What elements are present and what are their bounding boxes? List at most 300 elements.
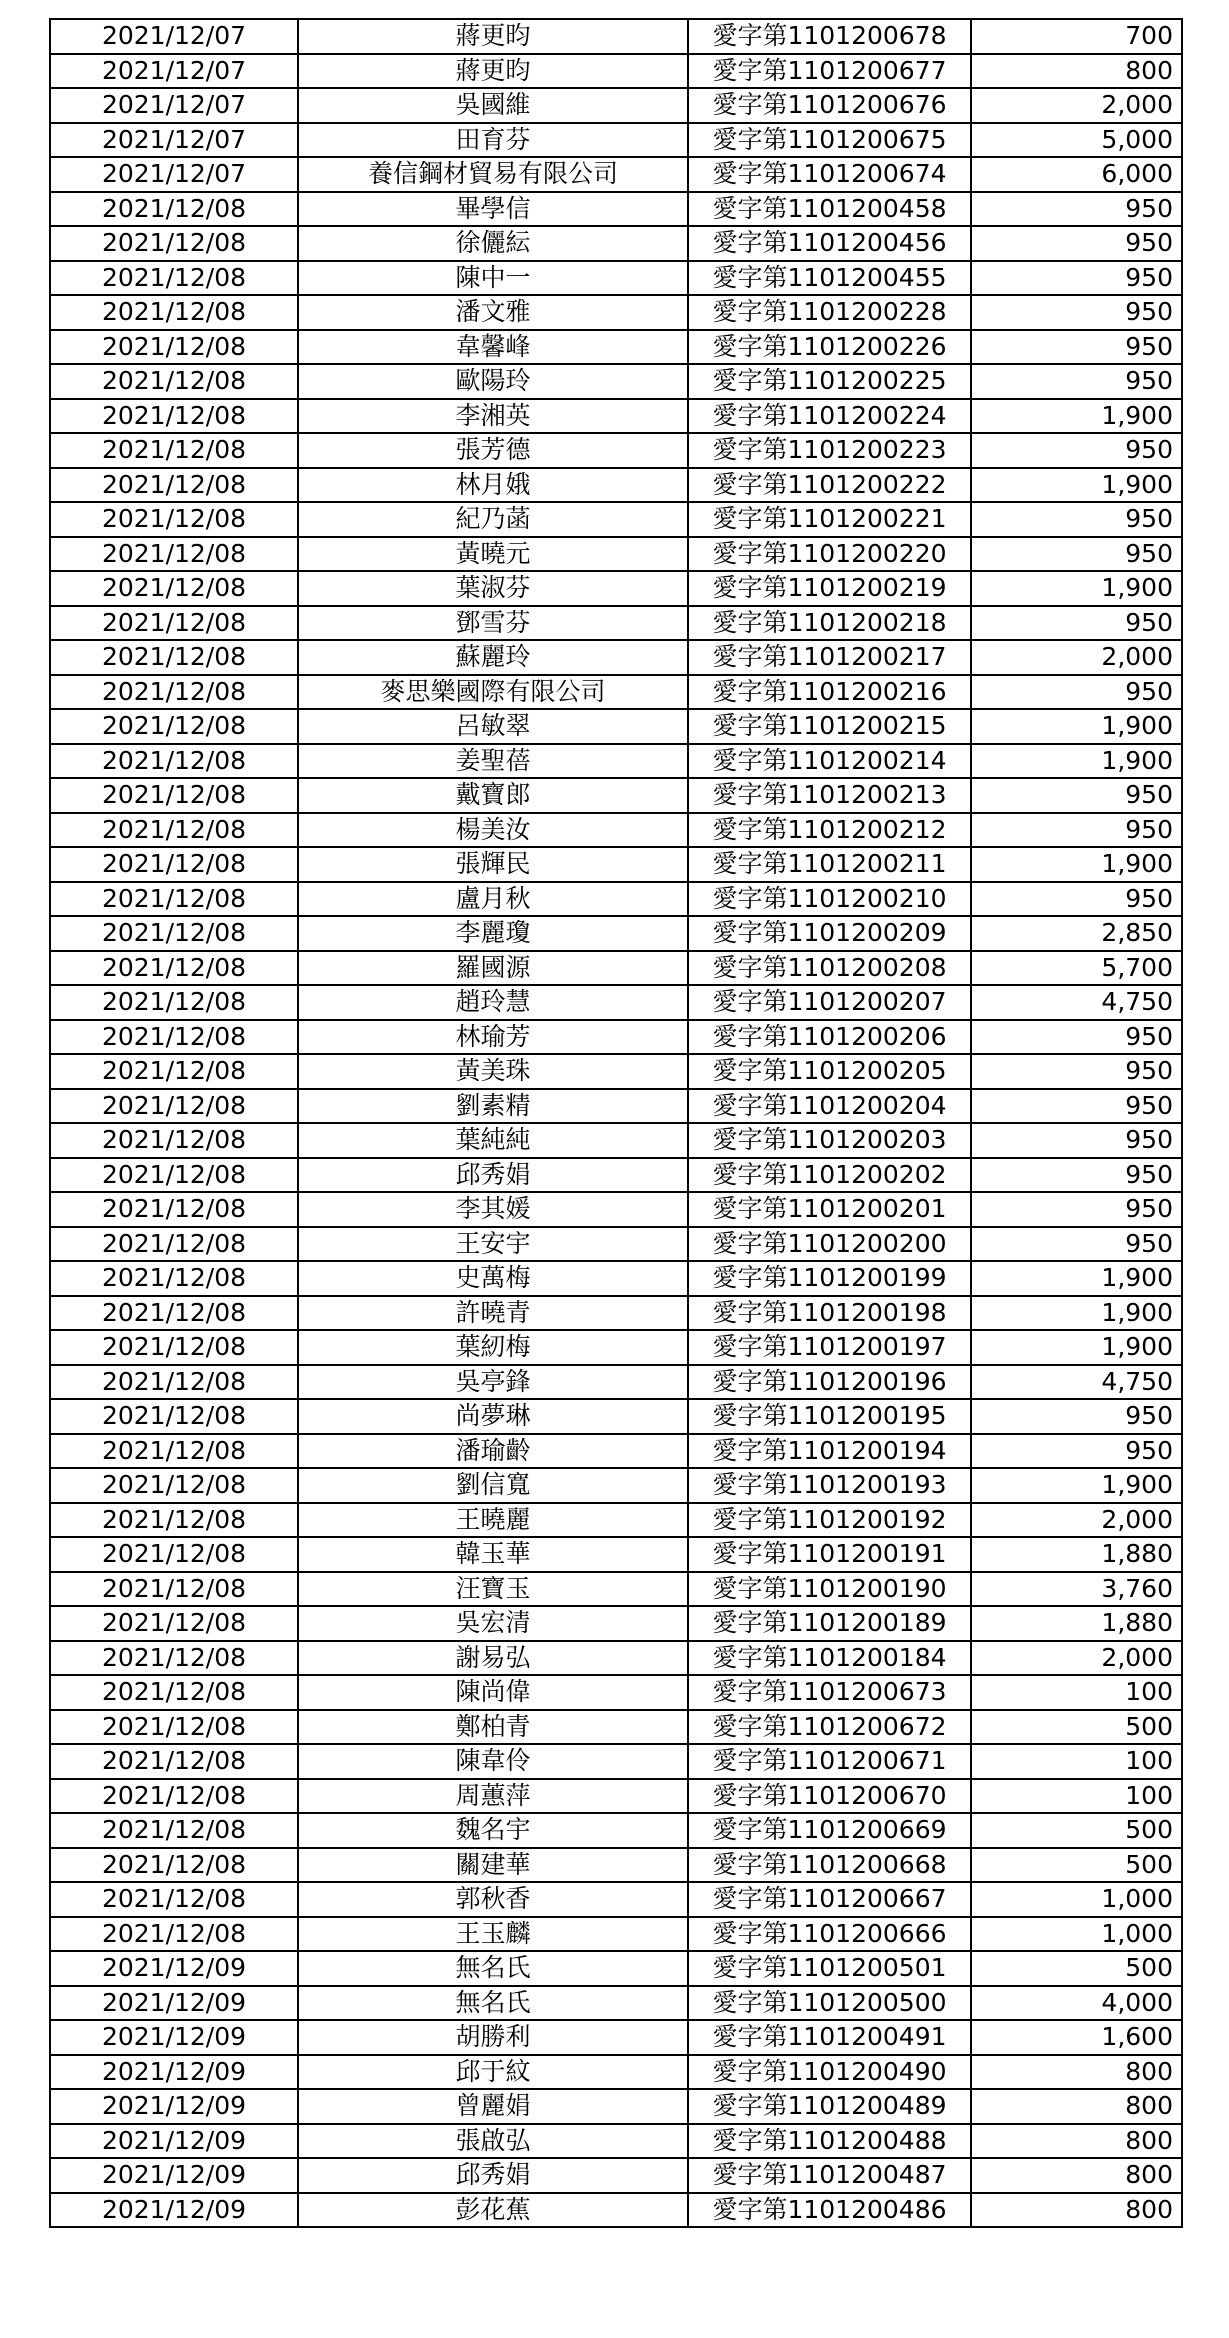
receipt-number-cell: 愛字第1101200673	[688, 1675, 971, 1710]
donor-name-cell: 趙玲慧	[298, 985, 688, 1020]
date-cell: 2021/12/08	[50, 1848, 298, 1883]
amount-cell: 1,900	[971, 1296, 1182, 1331]
table-row	[50, 54, 1182, 89]
donor-name-cell: 韋馨峰	[298, 330, 688, 365]
table-row	[50, 1468, 1182, 1503]
receipt-number-cell: 愛字第1101200226	[688, 330, 971, 365]
receipt-number-cell: 愛字第1101200222	[688, 468, 971, 503]
date-cell: 2021/12/08	[50, 640, 298, 675]
amount-cell: 1,000	[971, 1917, 1182, 1952]
amount-cell: 2,850	[971, 916, 1182, 951]
donor-name-cell: 劉信寬	[298, 1468, 688, 1503]
table-row	[50, 1572, 1182, 1607]
receipt-number-cell: 愛字第1101200218	[688, 606, 971, 641]
donor-name-cell: 關建華	[298, 1848, 688, 1883]
table-row	[50, 744, 1182, 779]
amount-cell: 950	[971, 606, 1182, 641]
donor-name-cell: 歐陽玲	[298, 364, 688, 399]
amount-cell: 950	[971, 1089, 1182, 1124]
receipt-number-cell: 愛字第1101200489	[688, 2089, 971, 2124]
amount-cell: 1,900	[971, 571, 1182, 606]
date-cell: 2021/12/08	[50, 1330, 298, 1365]
table-row	[50, 1675, 1182, 1710]
table-row	[50, 1434, 1182, 1469]
table-row	[50, 537, 1182, 572]
date-cell: 2021/12/08	[50, 916, 298, 951]
table-row	[50, 1158, 1182, 1193]
date-cell: 2021/12/08	[50, 261, 298, 296]
table-row	[50, 192, 1182, 227]
donor-name-cell: 戴寶郎	[298, 778, 688, 813]
date-cell: 2021/12/08	[50, 1606, 298, 1641]
receipt-number-cell: 愛字第1101200677	[688, 54, 971, 89]
table-row	[50, 1537, 1182, 1572]
donor-name-cell: 鄭柏青	[298, 1710, 688, 1745]
amount-cell: 2,000	[971, 1641, 1182, 1676]
receipt-number-cell: 愛字第1101200192	[688, 1503, 971, 1538]
date-cell: 2021/12/08	[50, 226, 298, 261]
table-row	[50, 1744, 1182, 1779]
receipt-number-cell: 愛字第1101200215	[688, 709, 971, 744]
amount-cell: 1,900	[971, 709, 1182, 744]
amount-cell: 1,880	[971, 1537, 1182, 1572]
table-row	[50, 1848, 1182, 1883]
table-row	[50, 295, 1182, 330]
donor-name-cell: 尚夢琳	[298, 1399, 688, 1434]
receipt-number-cell: 愛字第1101200455	[688, 261, 971, 296]
date-cell: 2021/12/08	[50, 1710, 298, 1745]
donor-name-cell: 王曉麗	[298, 1503, 688, 1538]
table-row	[50, 2193, 1182, 2228]
donor-name-cell: 紀乃菡	[298, 502, 688, 537]
amount-cell: 950	[971, 433, 1182, 468]
donor-name-cell: 黃曉元	[298, 537, 688, 572]
table-row	[50, 226, 1182, 261]
donor-name-cell: 胡勝利	[298, 2020, 688, 2055]
table-row	[50, 1296, 1182, 1331]
donor-name-cell: 邱秀娟	[298, 2158, 688, 2193]
amount-cell: 950	[971, 295, 1182, 330]
amount-cell: 1,900	[971, 1261, 1182, 1296]
date-cell: 2021/12/08	[50, 606, 298, 641]
table-row	[50, 123, 1182, 158]
date-cell: 2021/12/08	[50, 433, 298, 468]
table-row	[50, 1054, 1182, 1089]
date-cell: 2021/12/08	[50, 1744, 298, 1779]
amount-cell: 500	[971, 1710, 1182, 1745]
amount-cell: 1,900	[971, 468, 1182, 503]
receipt-number-cell: 愛字第1101200213	[688, 778, 971, 813]
receipt-number-cell: 愛字第1101200676	[688, 88, 971, 123]
date-cell: 2021/12/08	[50, 1675, 298, 1710]
table-row	[50, 2055, 1182, 2090]
table-row	[50, 2089, 1182, 2124]
receipt-number-cell: 愛字第1101200490	[688, 2055, 971, 2090]
receipt-number-cell: 愛字第1101200193	[688, 1468, 971, 1503]
table-row	[50, 916, 1182, 951]
table-row	[50, 1192, 1182, 1227]
donor-name-cell: 呂敏翠	[298, 709, 688, 744]
donor-name-cell: 潘瑜齡	[298, 1434, 688, 1469]
amount-cell: 700	[971, 19, 1182, 54]
table-row	[50, 1020, 1182, 1055]
date-cell: 2021/12/08	[50, 778, 298, 813]
amount-cell: 950	[971, 1399, 1182, 1434]
date-cell: 2021/12/08	[50, 1227, 298, 1262]
donor-name-cell: 盧月秋	[298, 882, 688, 917]
table-row	[50, 88, 1182, 123]
amount-cell: 4,750	[971, 1365, 1182, 1400]
amount-cell: 800	[971, 2055, 1182, 2090]
date-cell: 2021/12/08	[50, 399, 298, 434]
donor-name-cell: 楊美汝	[298, 813, 688, 848]
donor-name-cell: 吳國維	[298, 88, 688, 123]
date-cell: 2021/12/08	[50, 571, 298, 606]
donor-name-cell: 王玉麟	[298, 1917, 688, 1952]
date-cell: 2021/12/09	[50, 2055, 298, 2090]
date-cell: 2021/12/08	[50, 330, 298, 365]
receipt-number-cell: 愛字第1101200674	[688, 157, 971, 192]
receipt-number-cell: 愛字第1101200458	[688, 192, 971, 227]
receipt-number-cell: 愛字第1101200199	[688, 1261, 971, 1296]
amount-cell: 950	[971, 1158, 1182, 1193]
amount-cell: 500	[971, 1951, 1182, 1986]
amount-cell: 950	[971, 261, 1182, 296]
receipt-number-cell: 愛字第1101200500	[688, 1986, 971, 2021]
amount-cell: 950	[971, 813, 1182, 848]
table-row	[50, 1399, 1182, 1434]
date-cell: 2021/12/08	[50, 1434, 298, 1469]
receipt-number-cell: 愛字第1101200220	[688, 537, 971, 572]
donor-name-cell: 鄧雪芬	[298, 606, 688, 641]
table-row	[50, 433, 1182, 468]
date-cell: 2021/12/08	[50, 1089, 298, 1124]
donor-name-cell: 蘇麗玲	[298, 640, 688, 675]
amount-cell: 950	[971, 675, 1182, 710]
date-cell: 2021/12/08	[50, 1468, 298, 1503]
receipt-number-cell: 愛字第1101200212	[688, 813, 971, 848]
date-cell: 2021/12/08	[50, 1503, 298, 1538]
table-row	[50, 640, 1182, 675]
receipt-number-cell: 愛字第1101200672	[688, 1710, 971, 1745]
amount-cell: 950	[971, 330, 1182, 365]
date-cell: 2021/12/09	[50, 1951, 298, 1986]
donor-name-cell: 葉淑芬	[298, 571, 688, 606]
date-cell: 2021/12/08	[50, 1158, 298, 1193]
amount-cell: 1,900	[971, 1468, 1182, 1503]
amount-cell: 800	[971, 2089, 1182, 2124]
date-cell: 2021/12/07	[50, 157, 298, 192]
donor-name-cell: 陳中一	[298, 261, 688, 296]
receipt-number-cell: 愛字第1101200675	[688, 123, 971, 158]
amount-cell: 950	[971, 1227, 1182, 1262]
date-cell: 2021/12/09	[50, 2193, 298, 2228]
table-row	[50, 951, 1182, 986]
receipt-number-cell: 愛字第1101200221	[688, 502, 971, 537]
table-row	[50, 985, 1182, 1020]
receipt-number-cell: 愛字第1101200197	[688, 1330, 971, 1365]
date-cell: 2021/12/08	[50, 882, 298, 917]
amount-cell: 950	[971, 1123, 1182, 1158]
donor-name-cell: 葉紉梅	[298, 1330, 688, 1365]
table-row	[50, 2124, 1182, 2159]
amount-cell: 950	[971, 364, 1182, 399]
donor-name-cell: 王安宇	[298, 1227, 688, 1262]
date-cell: 2021/12/08	[50, 537, 298, 572]
receipt-number-cell: 愛字第1101200216	[688, 675, 971, 710]
table-row	[50, 1710, 1182, 1745]
amount-cell: 1,900	[971, 1330, 1182, 1365]
table-row	[50, 1986, 1182, 2021]
donor-name-cell: 麥思樂國際有限公司	[298, 675, 688, 710]
table-row	[50, 1641, 1182, 1676]
receipt-number-cell: 愛字第1101200491	[688, 2020, 971, 2055]
donor-name-cell: 陳尚偉	[298, 1675, 688, 1710]
table-row	[50, 847, 1182, 882]
amount-cell: 6,000	[971, 157, 1182, 192]
receipt-number-cell: 愛字第1101200228	[688, 295, 971, 330]
donor-name-cell: 彭花蕉	[298, 2193, 688, 2228]
receipt-number-cell: 愛字第1101200184	[688, 1641, 971, 1676]
receipt-number-cell: 愛字第1101200202	[688, 1158, 971, 1193]
amount-cell: 950	[971, 882, 1182, 917]
table-row	[50, 502, 1182, 537]
donor-name-cell: 汪寶玉	[298, 1572, 688, 1607]
amount-cell: 100	[971, 1744, 1182, 1779]
receipt-number-cell: 愛字第1101200456	[688, 226, 971, 261]
table-row	[50, 882, 1182, 917]
amount-cell: 800	[971, 2124, 1182, 2159]
table-row	[50, 1606, 1182, 1641]
amount-cell: 5,700	[971, 951, 1182, 986]
receipt-number-cell: 愛字第1101200671	[688, 1744, 971, 1779]
date-cell: 2021/12/08	[50, 468, 298, 503]
receipt-number-cell: 愛字第1101200195	[688, 1399, 971, 1434]
date-cell: 2021/12/08	[50, 1779, 298, 1814]
receipt-number-cell: 愛字第1101200667	[688, 1882, 971, 1917]
receipt-number-cell: 愛字第1101200209	[688, 916, 971, 951]
receipt-number-cell: 愛字第1101200225	[688, 364, 971, 399]
amount-cell: 950	[971, 1054, 1182, 1089]
donor-name-cell: 畢學信	[298, 192, 688, 227]
donor-name-cell: 養信鋼材貿易有限公司	[298, 157, 688, 192]
receipt-number-cell: 愛字第1101200200	[688, 1227, 971, 1262]
amount-cell: 5,000	[971, 123, 1182, 158]
table-row	[50, 2158, 1182, 2193]
donor-name-cell: 潘文雅	[298, 295, 688, 330]
date-cell: 2021/12/08	[50, 1572, 298, 1607]
date-cell: 2021/12/08	[50, 847, 298, 882]
amount-cell: 950	[971, 192, 1182, 227]
receipt-number-cell: 愛字第1101200201	[688, 1192, 971, 1227]
amount-cell: 500	[971, 1813, 1182, 1848]
table-row	[50, 1227, 1182, 1262]
receipt-number-cell: 愛字第1101200207	[688, 985, 971, 1020]
donor-name-cell: 曾麗娟	[298, 2089, 688, 2124]
date-cell: 2021/12/08	[50, 675, 298, 710]
date-cell: 2021/12/07	[50, 123, 298, 158]
date-cell: 2021/12/08	[50, 1296, 298, 1331]
date-cell: 2021/12/08	[50, 364, 298, 399]
donor-name-cell: 劉素精	[298, 1089, 688, 1124]
date-cell: 2021/12/08	[50, 951, 298, 986]
amount-cell: 2,000	[971, 1503, 1182, 1538]
receipt-number-cell: 愛字第1101200191	[688, 1537, 971, 1572]
amount-cell: 950	[971, 1434, 1182, 1469]
donor-name-cell: 葉純純	[298, 1123, 688, 1158]
donor-name-cell: 張啟弘	[298, 2124, 688, 2159]
donor-name-cell: 郭秋香	[298, 1882, 688, 1917]
table-row	[50, 778, 1182, 813]
date-cell: 2021/12/07	[50, 19, 298, 54]
date-cell: 2021/12/08	[50, 192, 298, 227]
donor-name-cell: 張輝民	[298, 847, 688, 882]
receipt-number-cell: 愛字第1101200210	[688, 882, 971, 917]
receipt-number-cell: 愛字第1101200194	[688, 1434, 971, 1469]
receipt-number-cell: 愛字第1101200217	[688, 640, 971, 675]
receipt-number-cell: 愛字第1101200678	[688, 19, 971, 54]
receipt-number-cell: 愛字第1101200211	[688, 847, 971, 882]
donor-name-cell: 韓玉華	[298, 1537, 688, 1572]
donor-name-cell: 史萬梅	[298, 1261, 688, 1296]
receipt-number-cell: 愛字第1101200487	[688, 2158, 971, 2193]
donor-name-cell: 羅國源	[298, 951, 688, 986]
receipt-number-cell: 愛字第1101200189	[688, 1606, 971, 1641]
amount-cell: 1,600	[971, 2020, 1182, 2055]
amount-cell: 950	[971, 1020, 1182, 1055]
amount-cell: 950	[971, 502, 1182, 537]
donor-name-cell: 林月娥	[298, 468, 688, 503]
table-row	[50, 813, 1182, 848]
amount-cell: 950	[971, 226, 1182, 261]
amount-cell: 950	[971, 537, 1182, 572]
table-row	[50, 399, 1182, 434]
receipt-number-cell: 愛字第1101200208	[688, 951, 971, 986]
table-row	[50, 1779, 1182, 1814]
date-cell: 2021/12/08	[50, 1537, 298, 1572]
receipt-number-cell: 愛字第1101200486	[688, 2193, 971, 2228]
amount-cell: 800	[971, 2158, 1182, 2193]
amount-cell: 800	[971, 2193, 1182, 2228]
table-row	[50, 1261, 1182, 1296]
receipt-number-cell: 愛字第1101200205	[688, 1054, 971, 1089]
donor-name-cell: 邱于紋	[298, 2055, 688, 2090]
receipt-number-cell: 愛字第1101200224	[688, 399, 971, 434]
donor-name-cell: 無名氏	[298, 1951, 688, 1986]
date-cell: 2021/12/09	[50, 2089, 298, 2124]
donor-name-cell: 田育芬	[298, 123, 688, 158]
date-cell: 2021/12/07	[50, 54, 298, 89]
date-cell: 2021/12/09	[50, 2124, 298, 2159]
donor-name-cell: 林瑜芳	[298, 1020, 688, 1055]
receipt-number-cell: 愛字第1101200669	[688, 1813, 971, 1848]
receipt-number-cell: 愛字第1101200219	[688, 571, 971, 606]
amount-cell: 800	[971, 54, 1182, 89]
donor-name-cell: 邱秀娟	[298, 1158, 688, 1193]
donation-rows	[50, 19, 1182, 2227]
table-row	[50, 606, 1182, 641]
date-cell: 2021/12/08	[50, 985, 298, 1020]
date-cell: 2021/12/08	[50, 1882, 298, 1917]
date-cell: 2021/12/09	[50, 2020, 298, 2055]
table-row	[50, 1503, 1182, 1538]
amount-cell: 100	[971, 1675, 1182, 1710]
date-cell: 2021/12/08	[50, 1641, 298, 1676]
amount-cell: 950	[971, 778, 1182, 813]
amount-cell: 1,000	[971, 1882, 1182, 1917]
amount-cell: 1,880	[971, 1606, 1182, 1641]
table-row	[50, 1917, 1182, 1952]
receipt-number-cell: 愛字第1101200668	[688, 1848, 971, 1883]
table-row	[50, 364, 1182, 399]
receipt-number-cell: 愛字第1101200196	[688, 1365, 971, 1400]
table-row	[50, 19, 1182, 54]
donor-name-cell: 蔣更昀	[298, 19, 688, 54]
amount-cell: 2,000	[971, 88, 1182, 123]
donor-name-cell: 許曉青	[298, 1296, 688, 1331]
donor-name-cell: 黃美珠	[298, 1054, 688, 1089]
donor-name-cell: 吳宏清	[298, 1606, 688, 1641]
table-row	[50, 2020, 1182, 2055]
receipt-number-cell: 愛字第1101200190	[688, 1572, 971, 1607]
amount-cell: 950	[971, 1192, 1182, 1227]
amount-cell: 100	[971, 1779, 1182, 1814]
receipt-number-cell: 愛字第1101200206	[688, 1020, 971, 1055]
amount-cell: 2,000	[971, 640, 1182, 675]
donor-name-cell: 陳韋伶	[298, 1744, 688, 1779]
donor-name-cell: 吳亭鋒	[298, 1365, 688, 1400]
date-cell: 2021/12/08	[50, 1192, 298, 1227]
receipt-number-cell: 愛字第1101200666	[688, 1917, 971, 1952]
donor-name-cell: 張芳德	[298, 433, 688, 468]
date-cell: 2021/12/08	[50, 1399, 298, 1434]
donor-name-cell: 蔣更昀	[298, 54, 688, 89]
donor-name-cell: 李麗瓊	[298, 916, 688, 951]
date-cell: 2021/12/08	[50, 1054, 298, 1089]
table-row	[50, 675, 1182, 710]
receipt-number-cell: 愛字第1101200670	[688, 1779, 971, 1814]
donor-name-cell: 魏名宇	[298, 1813, 688, 1848]
date-cell: 2021/12/09	[50, 1986, 298, 2021]
amount-cell: 3,760	[971, 1572, 1182, 1607]
date-cell: 2021/12/08	[50, 1261, 298, 1296]
donor-name-cell: 徐儷紜	[298, 226, 688, 261]
date-cell: 2021/12/08	[50, 1365, 298, 1400]
donor-name-cell: 李其媛	[298, 1192, 688, 1227]
table-row	[50, 709, 1182, 744]
table-row	[50, 330, 1182, 365]
date-cell: 2021/12/08	[50, 1917, 298, 1952]
date-cell: 2021/12/08	[50, 813, 298, 848]
date-cell: 2021/12/08	[50, 295, 298, 330]
receipt-number-cell: 愛字第1101200488	[688, 2124, 971, 2159]
donor-name-cell: 姜聖蓓	[298, 744, 688, 779]
table-row	[50, 571, 1182, 606]
amount-cell: 500	[971, 1848, 1182, 1883]
table-row	[50, 1882, 1182, 1917]
receipt-number-cell: 愛字第1101200203	[688, 1123, 971, 1158]
date-cell: 2021/12/08	[50, 1813, 298, 1848]
table-row	[50, 1089, 1182, 1124]
table-row	[50, 1330, 1182, 1365]
donor-name-cell: 周蕙萍	[298, 1779, 688, 1814]
table-row	[50, 1951, 1182, 1986]
date-cell: 2021/12/08	[50, 1123, 298, 1158]
amount-cell: 4,750	[971, 985, 1182, 1020]
date-cell: 2021/12/08	[50, 1020, 298, 1055]
amount-cell: 4,000	[971, 1986, 1182, 2021]
date-cell: 2021/12/08	[50, 502, 298, 537]
